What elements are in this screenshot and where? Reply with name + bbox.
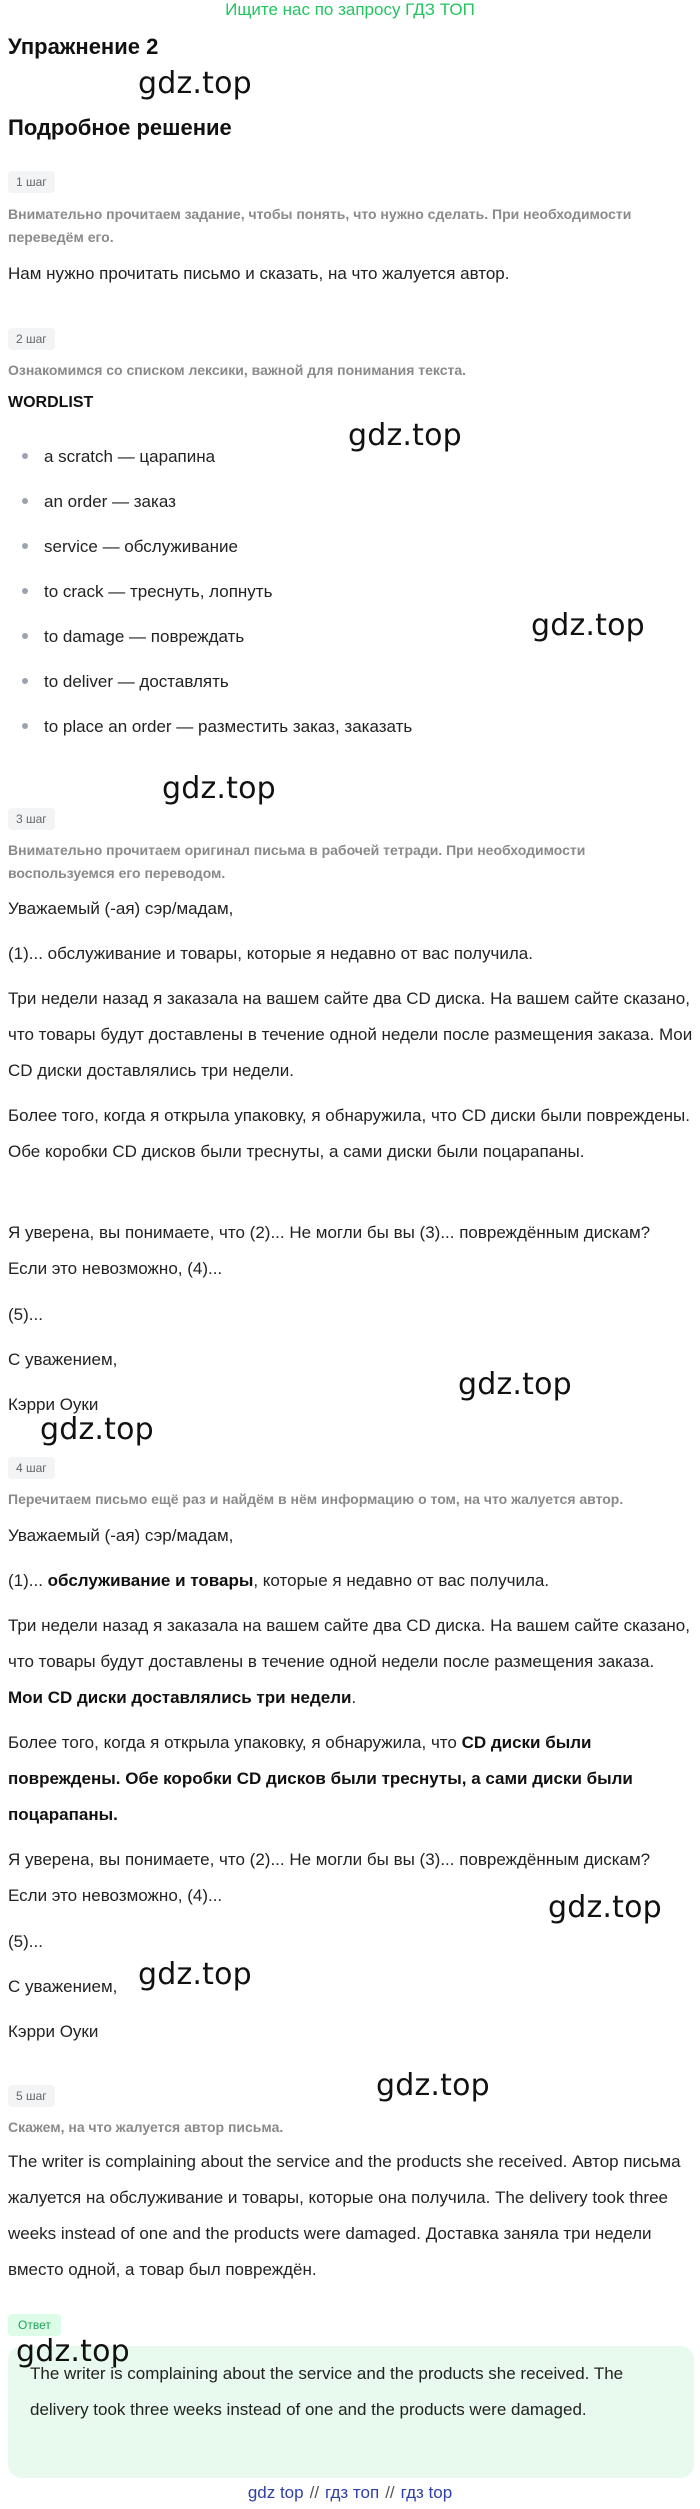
- watermark: gdz.top: [162, 771, 276, 806]
- bullet-icon: [22, 633, 28, 639]
- wordlist-item-text: a scratch — царапина: [44, 447, 216, 466]
- step-text: Нам нужно прочитать письмо и сказать, на что жалуется автор.: [8, 264, 510, 283]
- wordlist-item: [22, 491, 176, 513]
- bullet-icon: [22, 453, 28, 459]
- wordlist-item-text: to damage — повреждать: [44, 627, 245, 646]
- watermark: gdz.top: [138, 1957, 252, 1992]
- step-hint: Внимательно прочитаем оригинал письма в рабочей тетради. При необходимости воспользуемся его переводом.: [8, 842, 586, 881]
- footer-separator: //: [385, 2483, 395, 2502]
- answer-text: The writer is complaining about the service and the products she received. The delivery took three weeks instead of one and the products were damaged.: [30, 2364, 624, 2419]
- letter-greeting: Уважаемый (-ая) сэр/мадам,: [8, 899, 234, 918]
- bullet-icon: [22, 498, 28, 504]
- letter-paragraph: (1)... обслуживание и товары, которые я недавно от вас получила.: [8, 944, 533, 963]
- watermark: gdz.top: [16, 2334, 130, 2369]
- bullet-icon: [22, 588, 28, 594]
- step-badge: 3 шаг: [8, 808, 55, 830]
- step-hint: Внимательно прочитаем задание, чтобы понять, что нужно сделать. При необходимости переведём его.: [8, 206, 632, 245]
- wordlist-item: [22, 671, 229, 693]
- letter-greeting: Уважаемый (-ая) сэр/мадам,: [8, 1526, 234, 1545]
- footer-link[interactable]: gdz top: [247, 2483, 304, 2502]
- letter-paragraph: (5)...: [8, 1932, 43, 1951]
- wordlist-item: [22, 536, 238, 558]
- step-badge: 1 шаг: [8, 171, 55, 193]
- highlighted-text: обслуживание и товары: [47, 1571, 254, 1590]
- wordlist-item: [22, 626, 244, 648]
- step-hint: Перечитаем письмо ещё раз и найдём в нём информацию о том, на что жалуется автор.: [8, 1491, 624, 1507]
- highlighted-text: CD диски были повреждены. Обе коробки CD дисков были треснуты, а сами диски были поцарапаны.: [8, 1733, 633, 1824]
- letter-closing: С уважением,: [8, 1977, 118, 1996]
- wordlist-item-text: to deliver — доставлять: [44, 672, 229, 691]
- wordlist-item-text: to place an order — разместить заказ, заказать: [44, 717, 413, 736]
- footer-separator: //: [309, 2483, 320, 2502]
- letter-paragraph: [8, 1563, 693, 1599]
- letter-closing: С уважением,: [8, 1350, 118, 1369]
- watermark: gdz.top: [348, 418, 462, 453]
- letter-signature: Кэрри Оуки: [8, 2022, 99, 2041]
- wordlist-title: WORDLIST: [8, 394, 94, 411]
- bullet-icon: [22, 678, 28, 684]
- watermark: gdz.top: [40, 1412, 154, 1447]
- letter-paragraph: [8, 1608, 693, 1716]
- footer-link[interactable]: гдз top: [400, 2483, 453, 2502]
- text-span: Более того, когда я открыла упаковку, я обнаружила, что: [8, 1733, 462, 1752]
- wordlist-item: [22, 581, 272, 603]
- letter-paragraph: Более того, когда я открыла упаковку, я обнаружила, что CD диски были повреждены. Обе коробки CD дисков были треснуты, а сами диски были поцарапаны.: [8, 1106, 691, 1161]
- bullet-icon: [22, 723, 28, 729]
- wordlist-item-text: to crack — треснуть, лопнуть: [44, 582, 273, 601]
- highlighted-text: Мои CD диски доставлялись три недели: [8, 1688, 352, 1707]
- step-badge: 2 шаг: [8, 328, 55, 350]
- step-badge: 5 шаг: [8, 2085, 55, 2107]
- exercise-title: Упражнение 2: [8, 34, 159, 59]
- footer-links: [0, 2483, 700, 2503]
- letter-paragraph: Три недели назад я заказала на вашем сайте два CD диска. На вашем сайте сказано, что товары будут доставлены в течение одной недели после размещения заказа. Мои CD диски доставлялись три недели.: [8, 989, 693, 1080]
- letter-paragraph: Я уверена, вы понимаете, что (2)... Не могли бы вы (3)... повреждённым дискам? Если это невозможно, (4)...: [8, 1223, 651, 1278]
- wordlist-item-text: service — обслуживание: [44, 537, 238, 556]
- letter-paragraph: Я уверена, вы понимаете, что (2)... Не могли бы вы (3)... повреждённым дискам? Если это невозможно, (4)...: [8, 1850, 651, 1905]
- step-hint: Скажем, на что жалуется автор письма.: [8, 2119, 284, 2135]
- step-badge: 4 шаг: [8, 1457, 55, 1479]
- wordlist-item: [22, 716, 412, 738]
- text-span: (1)...: [8, 1571, 48, 1590]
- letter-paragraph: [8, 1725, 693, 1833]
- watermark: gdz.top: [531, 608, 645, 643]
- footer-link[interactable]: гдз топ: [325, 2483, 380, 2502]
- wordlist-item: [22, 446, 215, 468]
- bullet-icon: [22, 543, 28, 549]
- letter-signature: Кэрри Оуки: [8, 1395, 99, 1414]
- wordlist-item-text: an order — заказ: [44, 492, 176, 511]
- watermark: gdz.top: [138, 66, 252, 101]
- step-hint: Ознакомимся со списком лексики, важной для понимания текста.: [8, 362, 467, 378]
- watermark: gdz.top: [458, 1367, 572, 1402]
- section-title: Подробное решение: [8, 115, 232, 140]
- letter-paragraph: (5)...: [8, 1305, 43, 1324]
- text-span: .: [351, 1688, 357, 1707]
- step-text: The writer is complaining about the service and the products she received. Автор письма жалуется на обслуживание и товары, которые она получила. The delivery took three weeks instead of one and the products were damaged. Доставка заняла три недели вместо одной, а товар был повреждён.: [8, 2152, 681, 2279]
- answer-badge: Ответ: [8, 2314, 61, 2336]
- watermark: gdz.top: [548, 1890, 662, 1925]
- top-banner: Ищите нас по запросу ГДЗ ТОП: [225, 0, 475, 19]
- watermark: gdz.top: [376, 2068, 490, 2103]
- text-span: , которые я недавно от вас получила.: [253, 1571, 550, 1590]
- text-span: Три недели назад я заказала на вашем сайте два CD диска. На вашем сайте сказано, что товары будут доставлены в течение одной недели после размещения заказа.: [8, 1616, 690, 1671]
